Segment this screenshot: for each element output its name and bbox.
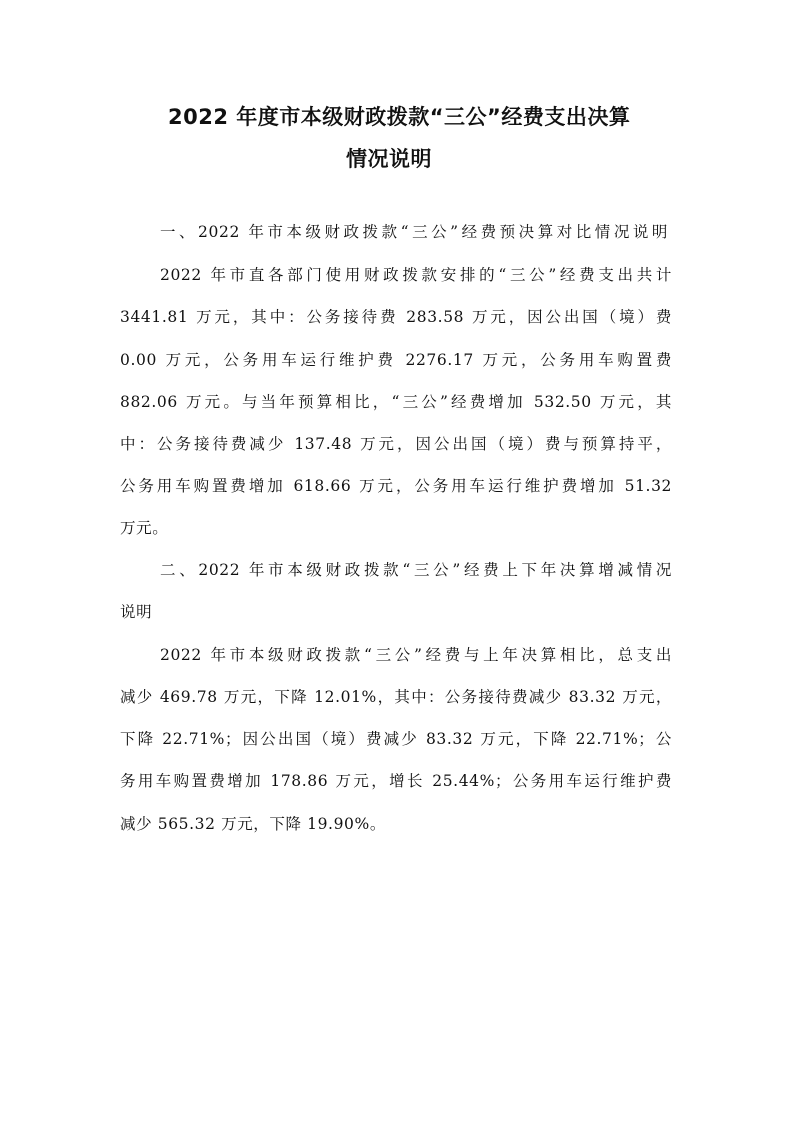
section-2-paragraph-line: 下降 22.71%；因公出国（境）费减少 83.32 万元，下降 22.71%；公	[120, 730, 672, 748]
document-title-line-2: 情况说明	[346, 147, 432, 171]
section-2-paragraph-line: 减少 565.32 万元，下降 19.90%。	[120, 815, 386, 833]
document-title-line-1: 2022 年度市本级财政拨款“三公”经费支出决算	[168, 105, 631, 129]
section-2-paragraph-line: 务用车购置费增加 178.86 万元，增长 25.44%；公务用车运行维护费	[120, 772, 672, 790]
section-1-paragraph-line: 万元。	[120, 519, 169, 537]
section-1-paragraph-line: 中：公务接待费减少 137.48 万元，因公出国（境）费与预算持平，	[120, 435, 672, 453]
section-2-paragraph-line: 2022 年市本级财政拨款“三公”经费与上年决算相比，总支出	[160, 646, 672, 664]
section-2-heading: 二、2022 年市本级财政拨款“三公”经费上下年决算增减情况	[160, 561, 672, 579]
section-1-heading: 一、2022 年市本级财政拨款“三公”经费预决算对比情况说明	[160, 223, 668, 241]
section-1-paragraph-line: 0.00 万元，公务用车运行维护费 2276.17 万元，公务用车购置费	[120, 351, 672, 369]
section-1-paragraph-line: 3441.81 万元，其中：公务接待费 283.58 万元，因公出国（境）费	[120, 308, 672, 326]
section-2-heading-continued: 说明	[120, 603, 153, 621]
section-2-paragraph-line: 减少 469.78 万元，下降 12.01%，其中：公务接待费减少 83.32 万元，	[120, 688, 672, 706]
section-1-paragraph-line: 公务用车购置费增加 618.66 万元，公务用车运行维护费增加 51.32	[120, 477, 672, 495]
section-1-paragraph-line: 882.06 万元。与当年预算相比，“三公”经费增加 532.50 万元，其	[120, 393, 672, 411]
section-1-paragraph-line: 2022 年市直各部门使用财政拨款安排的“三公”经费支出共计	[160, 266, 672, 284]
